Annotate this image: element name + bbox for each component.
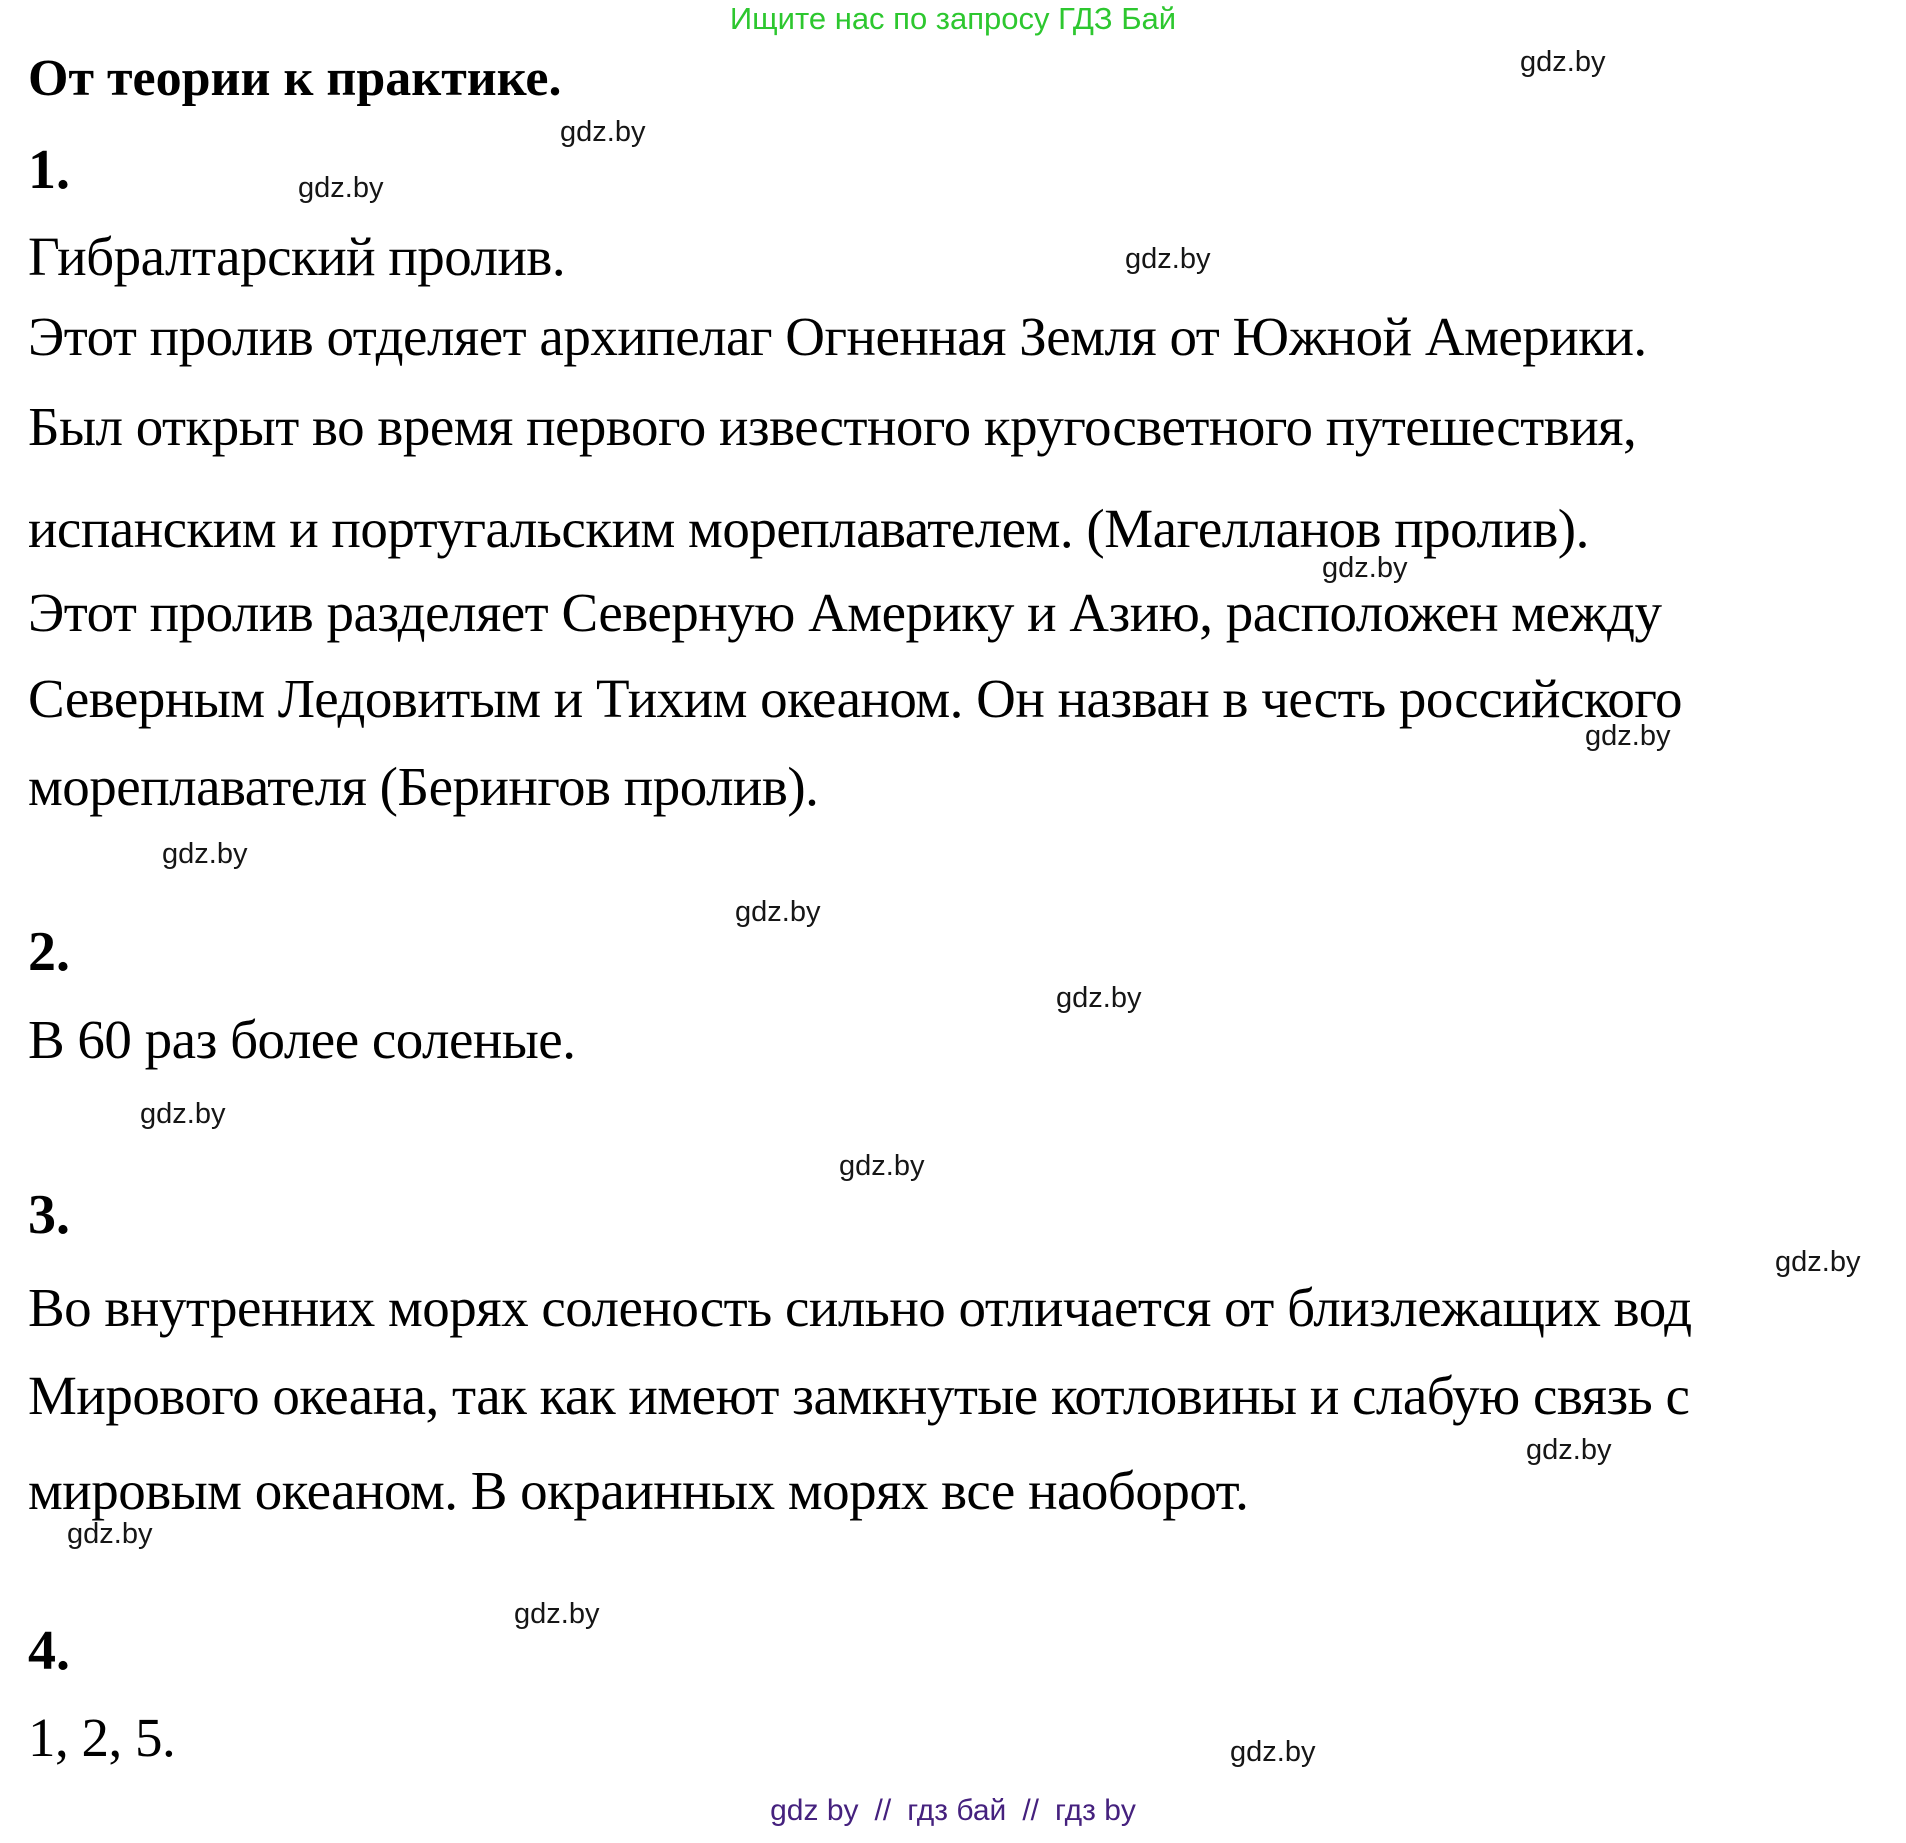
footer-separator: //: [874, 1794, 892, 1827]
gdz-watermark: gdz.by: [1526, 1434, 1612, 1466]
task-1-answer-line: мореплавателя (Берингов пролив).: [28, 756, 819, 817]
gdz-watermark: gdz.by: [162, 838, 248, 870]
task-1-answer-line: Этот пролив разделяет Северную Америку и Азию, расположен между: [28, 582, 1662, 643]
gdz-watermark: gdz.by: [67, 1518, 153, 1550]
task-4-answer-line: 1, 2, 5.: [28, 1707, 176, 1768]
gdz-watermark: gdz.by: [1230, 1736, 1316, 1768]
task-1-answer-line: испанским и португальским мореплавателем. (Магелланов пролив).: [28, 498, 1589, 559]
gdz-watermark: gdz.by: [1125, 243, 1211, 275]
task-3-answer-line: Мирового океана, так как имеют замкнутые котловины и слабую связь с: [28, 1365, 1690, 1426]
gdz-watermark: gdz.by: [1056, 982, 1142, 1014]
gdz-watermark: gdz.by: [560, 116, 646, 148]
gdz-watermark: gdz.by: [298, 172, 384, 204]
task-3-answer-line: Во внутренних морях соленость сильно отличается от близлежащих вод: [28, 1277, 1692, 1338]
gdz-watermark: gdz.by: [1520, 46, 1606, 78]
page-title: От теории к практике.: [28, 50, 562, 107]
gdz-watermark: gdz.by: [1775, 1246, 1861, 1278]
footer-link-gdz-by-2[interactable]: гдз by: [1055, 1794, 1136, 1827]
gdz-watermark: gdz.by: [1322, 552, 1408, 584]
gdz-watermark: gdz.by: [735, 896, 821, 928]
task-1-answer-line: Гибралтарский пролив.: [28, 226, 566, 287]
task-1-answer-line: Северным Ледовитым и Тихим океаном. Он назван в честь российского: [28, 668, 1683, 729]
gdz-watermark: gdz.by: [140, 1098, 226, 1130]
task-1-answer-line: Был открыт во время первого известного кругосветного путешествия,: [28, 396, 1637, 457]
task-1-answer-line: Этот пролив отделяет архипелаг Огненная Земля от Южной Америки.: [28, 306, 1647, 367]
footer: [0, 1794, 1906, 1827]
promo-banner: Ищите нас по запросу ГДЗ Бай: [729, 1, 1177, 36]
task-2-answer-line: В 60 раз более соленые.: [28, 1009, 576, 1070]
task-2-number: 2.: [28, 921, 70, 983]
gdz-watermark: gdz.by: [514, 1598, 600, 1630]
footer-separator: //: [1022, 1794, 1039, 1827]
task-3-answer-line: мировым океаном. В окраинных морях все наоборот.: [28, 1460, 1249, 1521]
footer-link-gdz-bai[interactable]: гдз бай: [907, 1794, 1007, 1827]
task-4-number: 4.: [28, 1620, 70, 1682]
gdz-watermark: gdz.by: [1585, 720, 1671, 752]
gdz-watermark: gdz.by: [839, 1150, 925, 1182]
task-1-number: 1.: [28, 139, 70, 201]
footer-link-gdz-by[interactable]: gdz by: [770, 1794, 859, 1827]
task-3-number: 3.: [28, 1184, 70, 1246]
